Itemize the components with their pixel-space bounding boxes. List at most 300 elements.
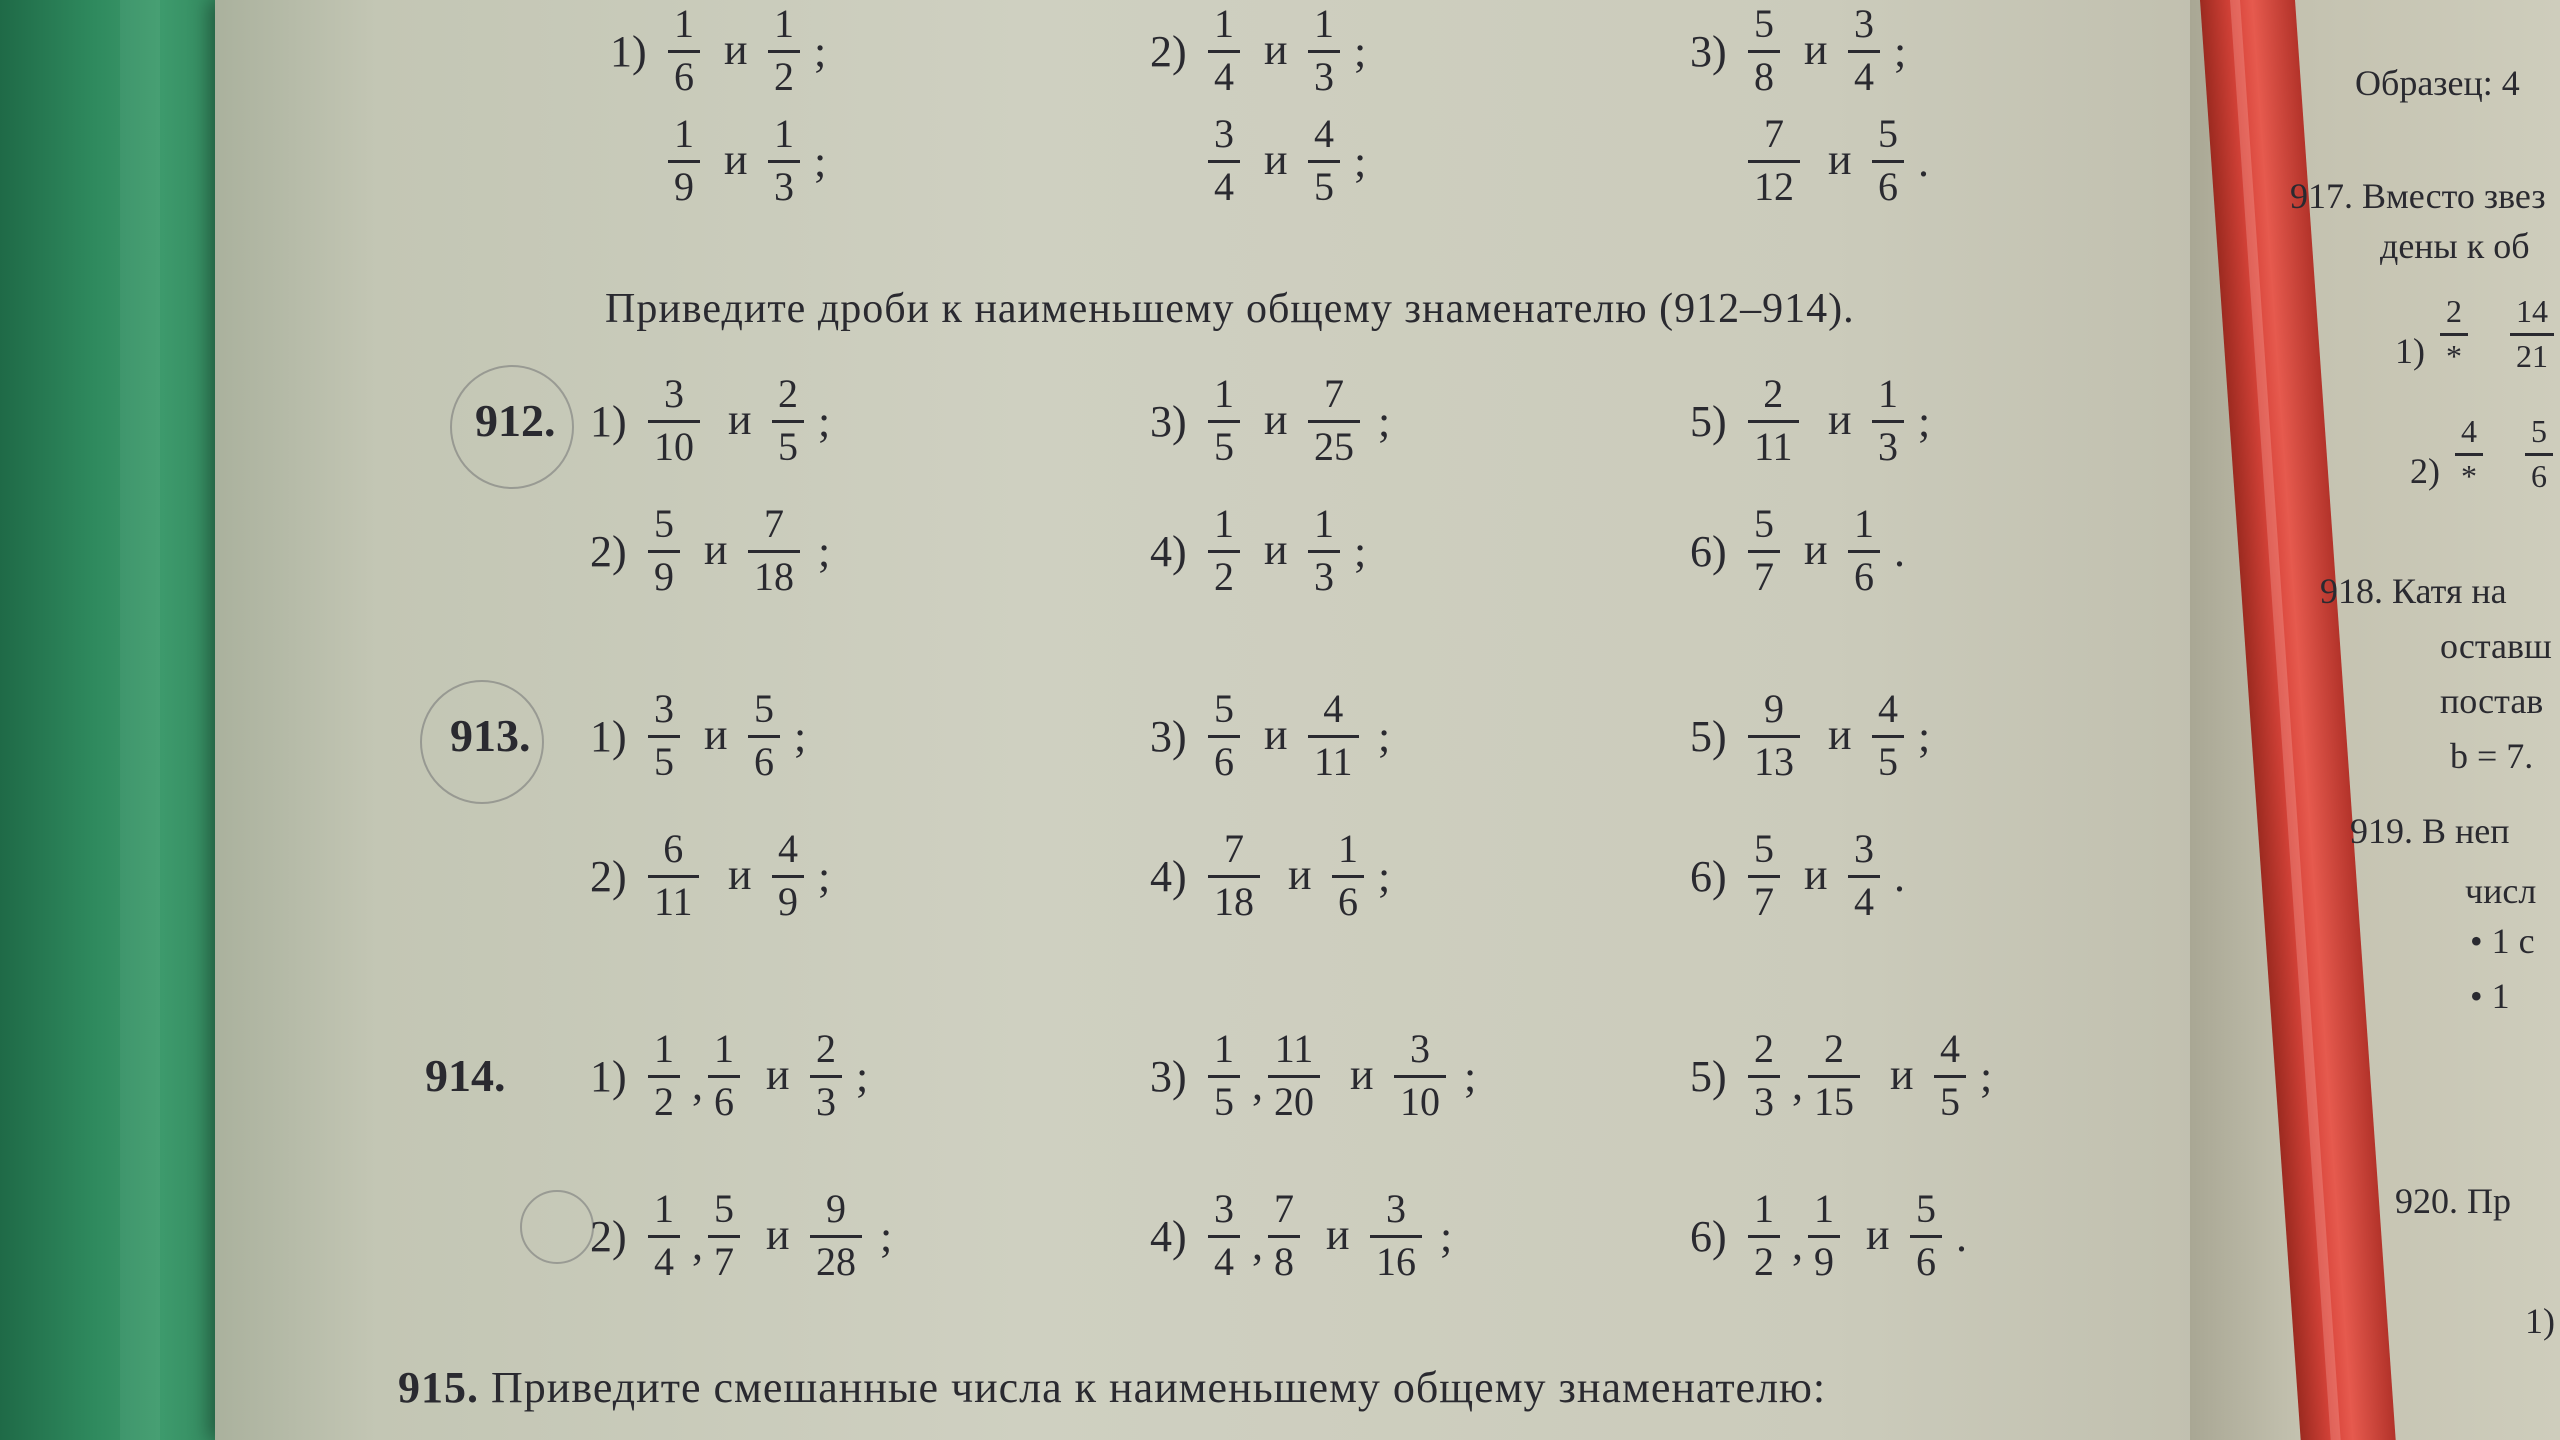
- facing-line-2: дены к об: [2380, 226, 2530, 266]
- numerator: 3: [1214, 1186, 1234, 1231]
- ex912-item-2-conjunction: и: [704, 525, 728, 574]
- numerator: 1: [654, 1186, 674, 1231]
- facing-917-1-frac-a: [2440, 295, 2468, 372]
- top-r2-c2-conjunction: и: [1264, 135, 1288, 184]
- denominator: 6: [1878, 164, 1898, 209]
- ex914-item-5-fraction-a: [1748, 1026, 1780, 1124]
- ex914-item-4-fraction-b: [1268, 1186, 1300, 1284]
- denominator: 13: [1754, 739, 1794, 784]
- ex913-item-2-label: 2): [590, 852, 627, 901]
- ex913-item-4-label: 4): [1150, 852, 1187, 901]
- fraction-bar: [1208, 420, 1240, 423]
- ex913-item-6-fraction-a: [1748, 826, 1780, 924]
- ex913-item-3-fraction-b: [1308, 686, 1359, 784]
- ex912-item-1-fraction-b: [772, 371, 804, 469]
- ex913-item-2-punct: ;: [818, 852, 831, 901]
- ex914-item-5-punct: ;: [1980, 1052, 1993, 1101]
- denominator: 4: [1214, 164, 1234, 209]
- ex913-item-3-fraction-a: [1208, 686, 1240, 784]
- fraction-bar: [2525, 453, 2553, 456]
- fraction-bar: [1872, 735, 1904, 738]
- numerator: 3: [664, 371, 684, 416]
- ex914-item-2-punct: ;: [880, 1212, 893, 1261]
- top-r1-c3-fraction-a: [1748, 1, 1780, 99]
- fraction-bar: [1872, 420, 1904, 423]
- facing-line-12: • 1: [2470, 976, 2510, 1016]
- fraction-bar: [1748, 50, 1780, 53]
- numerator: 7: [764, 501, 784, 546]
- denominator: 3: [1878, 424, 1898, 469]
- pencil-circle-912: [450, 365, 574, 489]
- denominator: 8: [1274, 1239, 1294, 1284]
- ex914-item-2-comma: ,: [692, 1220, 703, 1269]
- ex913-item-6-punct: .: [1894, 852, 1905, 901]
- denominator: 2: [1754, 1239, 1774, 1284]
- fraction-bar: [2455, 453, 2483, 456]
- facing-917-1-frac-b: [2510, 295, 2554, 372]
- numerator: 3: [654, 686, 674, 731]
- numerator: 4: [1940, 1026, 1960, 1071]
- ex913-item-3-punct: ;: [1378, 712, 1391, 761]
- fraction-bar: [668, 50, 700, 53]
- ex914-item-4-punct: ;: [1440, 1212, 1453, 1261]
- denominator: 2: [1214, 554, 1234, 599]
- ex913-item-6-fraction-b: [1848, 826, 1880, 924]
- ex912-item-2-fraction-b: [748, 501, 800, 599]
- denominator: 7: [714, 1239, 734, 1284]
- denominator: 6: [714, 1079, 734, 1124]
- denominator: 11: [1754, 424, 1793, 469]
- fraction-bar: [1808, 1235, 1840, 1238]
- ex913-item-5-conjunction: и: [1828, 710, 1852, 759]
- ex912-item-3-fraction-b: [1308, 371, 1360, 469]
- denominator: 9: [654, 554, 674, 599]
- fraction-bar: [1208, 160, 1240, 163]
- facing-line-1: 917. Вместо звез: [2290, 176, 2546, 216]
- top-r2-c3-fraction-b: [1872, 111, 1904, 209]
- top-r2-c1-fraction-a: [668, 111, 700, 209]
- ex913-item-3-label: 3): [1150, 712, 1187, 761]
- top-r1-c1-fraction-a: [668, 1, 700, 99]
- fraction-bar: [708, 1235, 740, 1238]
- fraction-bar: [1748, 160, 1800, 163]
- facing-line-13: 920. Пр: [2395, 1181, 2511, 1221]
- ex914-item-5-fraction-c: [1934, 1026, 1966, 1124]
- ex914-item-2-conjunction: и: [766, 1210, 790, 1259]
- fraction-bar: [648, 1075, 680, 1078]
- fraction-bar: [1748, 420, 1799, 423]
- facing-line-14: 1): [2525, 1301, 2555, 1341]
- numerator: 1: [774, 111, 794, 156]
- ex914-item-6-fraction-a: [1748, 1186, 1780, 1284]
- denominator: 5: [1940, 1079, 1960, 1124]
- ex914-item-4-conjunction: и: [1326, 1210, 1350, 1259]
- ex914-item-2-fraction-b: [708, 1186, 740, 1284]
- ex913-item-3-conjunction: и: [1264, 710, 1288, 759]
- numerator: 7: [1274, 1186, 1294, 1231]
- ex913-item-4-punct: ;: [1378, 852, 1391, 901]
- numerator: 1: [1854, 501, 1874, 546]
- ex912-item-1-label: 1): [590, 397, 627, 446]
- top-r2-c2-fraction-a: [1208, 111, 1240, 209]
- denominator: 18: [1214, 879, 1254, 924]
- facing-line-5: 918. Катя на: [2320, 571, 2507, 611]
- numerator: 5: [754, 686, 774, 731]
- numerator: 2: [816, 1026, 836, 1071]
- numerator: 3: [1410, 1026, 1430, 1071]
- ex914-item-6-label: 6): [1690, 1212, 1727, 1261]
- fraction-bar: [2510, 333, 2554, 336]
- denominator: 6: [1338, 879, 1358, 924]
- top-r1-c2-punct: ;: [1354, 27, 1367, 76]
- fraction-bar: [1308, 420, 1360, 423]
- fraction-bar: [1308, 160, 1340, 163]
- ex914-item-1-fraction-c: [810, 1026, 842, 1124]
- numerator: 4: [1878, 686, 1898, 731]
- fraction-bar: [810, 1235, 862, 1238]
- fraction-bar: [1370, 1235, 1422, 1238]
- ex913-item-1-punct: ;: [794, 712, 807, 761]
- top-r2-c2-fraction-b: [1308, 111, 1340, 209]
- denominator: 5: [1314, 164, 1334, 209]
- top-r1-c3-conjunction: и: [1804, 25, 1828, 74]
- top-r1-c2-fraction-b: [1308, 1, 1340, 99]
- ex914-item-6-fraction-c: [1910, 1186, 1942, 1284]
- ex914-item-3-conjunction: и: [1350, 1050, 1374, 1099]
- numerator: 1: [714, 1026, 734, 1071]
- denominator: 4: [654, 1239, 674, 1284]
- numerator: 5: [1916, 1186, 1936, 1231]
- fraction-bar: [1208, 1075, 1240, 1078]
- denominator: 3: [1314, 54, 1334, 99]
- facing-917-2-frac-a: [2455, 415, 2483, 492]
- ex914-item-1-comma: ,: [692, 1060, 703, 1109]
- ex914-item-6-conjunction: и: [1866, 1210, 1890, 1259]
- numerator: 2: [1754, 1026, 1774, 1071]
- numerator: 1: [1878, 371, 1898, 416]
- fraction-bar: [648, 550, 680, 553]
- top-r2-c1-conjunction: и: [724, 135, 748, 184]
- ex914-item-5-label: 5): [1690, 1052, 1727, 1101]
- ex914-item-3-fraction-c: [1394, 1026, 1446, 1124]
- top-r1-c3-label: 3): [1690, 27, 1727, 76]
- fraction-bar: [668, 160, 700, 163]
- ex914-item-1-punct: ;: [856, 1052, 869, 1101]
- top-r2-c2-punct: ;: [1354, 137, 1367, 186]
- numerator: 9: [826, 1186, 846, 1231]
- ex914-item-4-fraction-c: [1370, 1186, 1422, 1284]
- ex912-number: 912.: [475, 395, 556, 446]
- ex912-item-6-punct: .: [1894, 527, 1905, 576]
- denominator: 5: [778, 424, 798, 469]
- numerator: 5: [714, 1186, 734, 1231]
- fraction-bar: [1848, 875, 1880, 878]
- fraction-bar: [1208, 550, 1240, 553]
- top-r1-c2-label: 2): [1150, 27, 1187, 76]
- fraction-bar: [1748, 1235, 1780, 1238]
- fraction-bar: [708, 1075, 740, 1078]
- numerator: 3: [1854, 826, 1874, 871]
- denominator: 10: [654, 424, 694, 469]
- denominator: 12: [1754, 164, 1794, 209]
- top-r1-c2-conjunction: и: [1264, 25, 1288, 74]
- ex912-item-2-punct: ;: [818, 527, 831, 576]
- ex914-item-2-fraction-a: [648, 1186, 680, 1284]
- denominator: 4: [1214, 1239, 1234, 1284]
- ex914-item-3-fraction-b: [1268, 1026, 1320, 1124]
- ex914-item-3-punct: ;: [1464, 1052, 1477, 1101]
- fraction-bar: [768, 160, 800, 163]
- denominator: 3: [816, 1079, 836, 1124]
- denominator: 28: [816, 1239, 856, 1284]
- numerator: 3: [1214, 111, 1234, 156]
- ex914-item-5-fraction-b: [1808, 1026, 1860, 1124]
- top-r1-c3-punct: ;: [1894, 27, 1907, 76]
- ex914-number: 914.: [425, 1050, 506, 1101]
- top-r1-c1-label: 1): [610, 27, 647, 76]
- ex913-item-5-fraction-b: [1872, 686, 1904, 784]
- numerator: 4: [1323, 686, 1344, 731]
- denominator: 7: [1754, 554, 1774, 599]
- ex913-number: 913.: [450, 710, 531, 761]
- top-r2-c3-fraction-a: [1748, 111, 1800, 209]
- ex913-item-4-fraction-a: [1208, 826, 1260, 924]
- ex914-item-3-label: 3): [1150, 1052, 1187, 1101]
- fraction-bar: [1748, 1075, 1780, 1078]
- denominator: 25: [1314, 424, 1354, 469]
- exercise-915-number: 915.: [398, 1363, 479, 1412]
- numerator: 4: [2461, 413, 2477, 449]
- fraction-bar: [1332, 875, 1364, 878]
- fraction-bar: [772, 420, 804, 423]
- ex913-item-5-label: 5): [1690, 712, 1727, 761]
- denominator: 5: [1214, 1079, 1234, 1124]
- ex914-item-5-comma: ,: [1792, 1060, 1803, 1109]
- ex913-item-2-conjunction: и: [728, 850, 752, 899]
- denominator: 10: [1400, 1079, 1440, 1124]
- fraction-bar: [1394, 1075, 1446, 1078]
- denominator: 9: [1814, 1239, 1834, 1284]
- denominator: 6: [674, 54, 694, 99]
- facing-917-2-frac-b: [2525, 415, 2553, 492]
- instruction-heading: Приведите дроби к наименьшему общему знаменателю (912–914).: [605, 286, 1855, 332]
- ex914-item-2-label: 2): [590, 1212, 627, 1261]
- numerator: 4: [778, 826, 798, 871]
- ex913-item-6-conjunction: и: [1804, 850, 1828, 899]
- numerator: 7: [1324, 371, 1344, 416]
- numerator: 1: [774, 1, 794, 46]
- fraction-bar: [1268, 1075, 1320, 1078]
- denominator: 4: [1214, 54, 1234, 99]
- fraction-bar: [1934, 1075, 1966, 1078]
- numerator: 1: [1214, 501, 1234, 546]
- facing-line-7: постав: [2440, 681, 2544, 721]
- ex912-item-6-fraction-a: [1748, 501, 1780, 599]
- denominator: 9: [674, 164, 694, 209]
- numerator: 1: [1314, 1, 1334, 46]
- denominator: 5: [654, 739, 674, 784]
- ex914-item-5-conjunction: и: [1890, 1050, 1914, 1099]
- denominator: 16: [1376, 1239, 1416, 1284]
- ex914-item-4-comma: ,: [1252, 1220, 1263, 1269]
- ex912-item-1-punct: ;: [818, 397, 831, 446]
- ex912-item-5-fraction-a: [1748, 371, 1799, 469]
- ex914-item-3-fraction-a: [1208, 1026, 1240, 1124]
- ex912-item-2-fraction-a: [648, 501, 680, 599]
- fraction-bar: [810, 1075, 842, 1078]
- denominator: 21: [2516, 338, 2548, 374]
- numerator: 14: [2516, 293, 2548, 329]
- top-r2-c1-fraction-b: [768, 111, 800, 209]
- facing-line-6: оставш: [2440, 626, 2552, 666]
- fraction-bar: [1748, 550, 1780, 553]
- numerator: 7: [1764, 111, 1784, 156]
- fraction-bar: [1848, 50, 1880, 53]
- denominator: 8: [1754, 54, 1774, 99]
- fraction-bar: [648, 420, 700, 423]
- denominator: 2: [654, 1079, 674, 1124]
- fraction-bar: [1308, 550, 1340, 553]
- numerator: 1: [1314, 501, 1334, 546]
- ex913-item-1-fraction-a: [648, 686, 680, 784]
- denominator: 6: [754, 739, 774, 784]
- numerator: 1: [1338, 826, 1358, 871]
- fraction-bar: [1208, 875, 1260, 878]
- fraction-bar: [1748, 735, 1800, 738]
- numerator: 5: [1754, 826, 1774, 871]
- numerator: 2: [2446, 293, 2462, 329]
- denominator: 4: [1854, 879, 1874, 924]
- numerator: 11: [1274, 1026, 1314, 1071]
- numerator: 5: [1754, 1, 1774, 46]
- numerator: 1: [674, 111, 694, 156]
- ex913-item-4-conjunction: и: [1288, 850, 1312, 899]
- ex912-item-5-punct: ;: [1918, 397, 1931, 446]
- ex914-item-1-fraction-b: [708, 1026, 740, 1124]
- ex913-item-5-fraction-a: [1748, 686, 1800, 784]
- fraction-bar: [748, 550, 800, 553]
- ex914-item-6-punct: .: [1956, 1212, 1967, 1261]
- denominator: 5: [1214, 424, 1234, 469]
- top-r1-c1-conjunction: и: [724, 25, 748, 74]
- ex912-item-6-fraction-b: [1848, 501, 1880, 599]
- fraction-bar: [1308, 50, 1340, 53]
- fraction-bar: [1268, 1235, 1300, 1238]
- top-r2-c1-punct: ;: [814, 137, 827, 186]
- numerator: 2: [1824, 1026, 1844, 1071]
- denominator: 6: [1916, 1239, 1936, 1284]
- facing-line-3: 1): [2395, 331, 2425, 371]
- denominator: 20: [1274, 1079, 1314, 1124]
- numerator: 6: [663, 826, 684, 871]
- fraction-bar: [648, 735, 680, 738]
- denominator: 6: [1854, 554, 1874, 599]
- fraction-bar: [1808, 1075, 1860, 1078]
- ex912-item-4-label: 4): [1150, 527, 1187, 576]
- numerator: 1: [1214, 1, 1234, 46]
- fraction-bar: [1748, 875, 1780, 878]
- ex912-item-4-conjunction: и: [1264, 525, 1288, 574]
- facing-line-8: b = 7.: [2450, 736, 2534, 776]
- denominator: 9: [778, 879, 798, 924]
- numerator: 3: [1854, 1, 1874, 46]
- numerator: 3: [1386, 1186, 1406, 1231]
- denominator: 15: [1814, 1079, 1854, 1124]
- fraction-bar: [1910, 1235, 1942, 1238]
- numerator: 7: [1224, 826, 1244, 871]
- numerator: 9: [1764, 686, 1784, 731]
- ex912-item-4-fraction-a: [1208, 501, 1240, 599]
- ex913-item-1-fraction-b: [748, 686, 780, 784]
- sample-text: Образец: 4: [2355, 63, 2520, 103]
- numerator: 1: [1814, 1186, 1834, 1231]
- fraction-bar: [1848, 550, 1880, 553]
- top-r1-c1-fraction-b: [768, 1, 800, 99]
- ex914-item-1-conjunction: и: [766, 1050, 790, 1099]
- top-r2-c3-conjunction: и: [1828, 135, 1852, 184]
- denominator: 2: [774, 54, 794, 99]
- ex914-item-1-label: 1): [590, 1052, 627, 1101]
- ex914-item-4-label: 4): [1150, 1212, 1187, 1261]
- numerator: 1: [654, 1026, 674, 1071]
- ex913-item-6-label: 6): [1690, 852, 1727, 901]
- fraction-bar: [1872, 160, 1904, 163]
- denominator: 11: [654, 879, 693, 924]
- pencil-circle-914-2: [520, 1190, 594, 1264]
- numerator: 5: [1878, 111, 1898, 156]
- fraction-bar: [1308, 735, 1359, 738]
- numerator: 5: [2531, 413, 2547, 449]
- denominator: 6: [2531, 458, 2547, 494]
- fraction-bar: [748, 735, 780, 738]
- numerator: 5: [654, 501, 674, 546]
- numerator: 5: [1754, 501, 1774, 546]
- exercise-915-text: Приведите смешанные числа к наименьшему общему знаменателю:: [491, 1363, 1827, 1412]
- denominator: 3: [774, 164, 794, 209]
- facing-line-11: • 1 с: [2470, 921, 2535, 961]
- denominator: 18: [754, 554, 794, 599]
- ex912-item-2-label: 2): [590, 527, 627, 576]
- ex912-item-6-conjunction: и: [1804, 525, 1828, 574]
- facing-line-10: числ: [2465, 871, 2537, 911]
- ex912-item-6-label: 6): [1690, 527, 1727, 576]
- fraction-bar: [1208, 50, 1240, 53]
- numerator: 5: [1214, 686, 1234, 731]
- ex912-item-3-label: 3): [1150, 397, 1187, 446]
- fraction-bar: [1208, 735, 1240, 738]
- denominator: 6: [1214, 739, 1234, 784]
- ex912-item-3-fraction-a: [1208, 371, 1240, 469]
- ex914-item-6-fraction-b: [1808, 1186, 1840, 1284]
- ex912-item-4-punct: ;: [1354, 527, 1367, 576]
- numerator: 1: [1214, 1026, 1234, 1071]
- ex913-item-1-conjunction: и: [704, 710, 728, 759]
- top-r1-c1-punct: ;: [814, 27, 827, 76]
- ex913-item-2-fraction-b: [772, 826, 804, 924]
- ex914-item-2-fraction-c: [810, 1186, 862, 1284]
- fraction-bar: [768, 50, 800, 53]
- footer-line: [398, 1363, 1827, 1412]
- fraction-bar: [648, 1235, 680, 1238]
- ex913-item-4-fraction-b: [1332, 826, 1364, 924]
- top-r1-c3-fraction-b: [1848, 1, 1880, 99]
- ex914-item-6-comma: ,: [1792, 1220, 1803, 1269]
- numerator: 1: [674, 1, 694, 46]
- numerator: 2: [1763, 371, 1784, 416]
- ex912-item-1-fraction-a: [648, 371, 700, 469]
- denominator: 5: [1878, 739, 1898, 784]
- ex913-item-1-label: 1): [590, 712, 627, 761]
